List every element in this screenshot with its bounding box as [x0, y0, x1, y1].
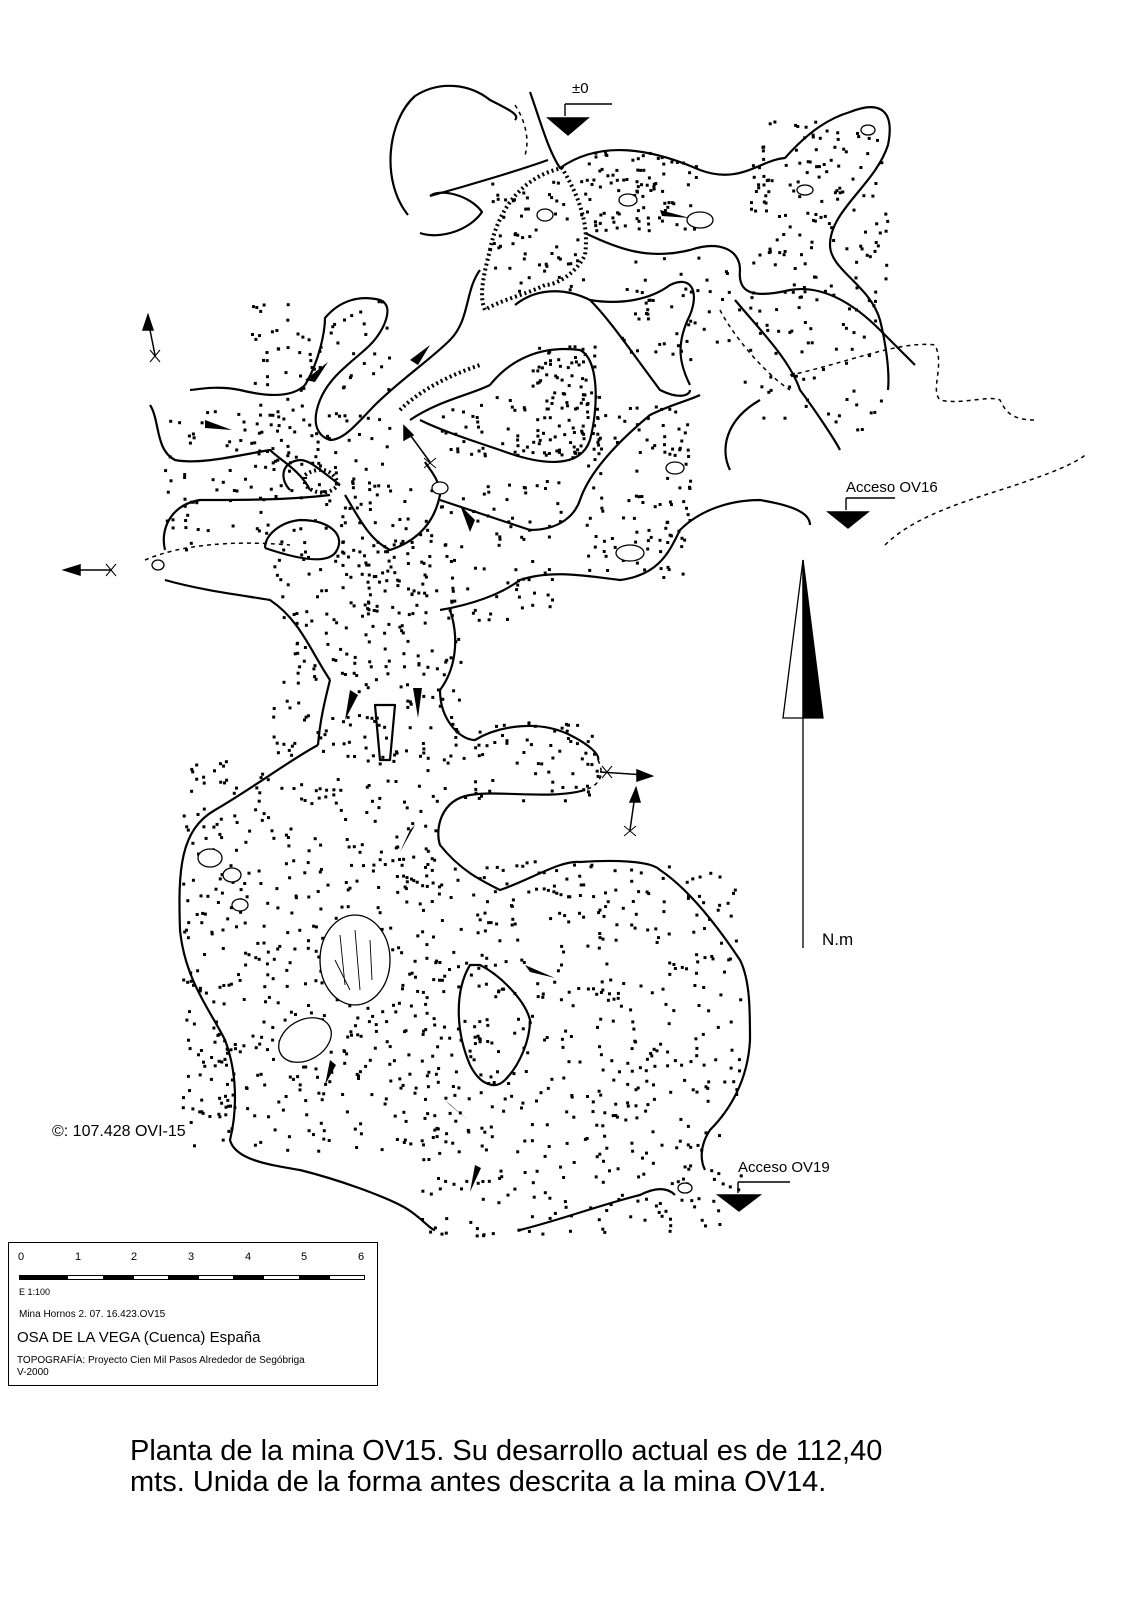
passage-wall	[520, 1189, 675, 1230]
boulder	[320, 915, 390, 1005]
boulder	[861, 125, 875, 135]
passage-wall	[345, 462, 440, 550]
pillar-outline	[375, 705, 395, 760]
version-label: V-2000	[17, 1367, 49, 1378]
boulder	[271, 1009, 339, 1072]
scale-tick: 6	[358, 1251, 365, 1263]
passage-wall	[265, 520, 339, 559]
dashed-boundary	[515, 105, 527, 155]
datum-label: ±0	[572, 80, 589, 97]
access-ov16-label: Acceso OV16	[846, 479, 938, 496]
passage-wall	[420, 349, 596, 462]
dashed-boundary	[885, 455, 1085, 545]
passage-wall	[165, 580, 330, 680]
passage-wall	[410, 385, 490, 420]
passage-wall	[735, 300, 840, 450]
legend-box	[8, 1242, 378, 1386]
boulder	[678, 1183, 692, 1193]
boulder	[619, 194, 637, 206]
passage-wall	[190, 385, 305, 395]
boulder	[432, 482, 448, 494]
dashed-boundary	[145, 543, 290, 560]
passage-wall	[305, 270, 480, 440]
boulder	[687, 212, 713, 228]
slope-arrow	[525, 965, 555, 978]
passage-wall	[440, 395, 700, 530]
boulder	[666, 462, 684, 474]
scale-tick: 2	[131, 1251, 138, 1263]
magnetic-north-label: N.m	[822, 930, 854, 949]
upper-lobe-inner	[420, 193, 482, 236]
passage-wall	[430, 160, 548, 196]
datum-marker	[548, 118, 588, 135]
access-ov19-marker	[718, 1195, 760, 1211]
boulder	[223, 868, 241, 882]
north-arrow	[783, 560, 823, 948]
scale-tick: 1	[75, 1251, 82, 1263]
slope-arrow	[345, 690, 358, 720]
passage-wall	[725, 400, 760, 470]
scale-ratio: E 1:100	[19, 1287, 51, 1297]
scale-bar	[19, 1275, 365, 1280]
boulder	[232, 899, 248, 911]
scale-tick: 5	[301, 1251, 308, 1263]
slope-arrow	[305, 362, 328, 382]
passage-wall	[150, 405, 310, 490]
slope-arrow	[410, 345, 430, 365]
place-name: OSA DE LA VEGA (Cuenca) España	[17, 1329, 261, 1346]
slope-arrow	[413, 688, 422, 718]
topography-credit: TOPOGRAFÍA: Proyecto Cien Mil Pasos Alrededor de Segóbriga	[17, 1355, 305, 1366]
figure-caption: Planta de la mina OV15. Su desarrollo actual es de 112,40 mts. Unida de la forma antes descrita a la mina OV14.	[130, 1435, 883, 1498]
access-ov16-marker	[828, 512, 868, 528]
boulder	[537, 209, 553, 221]
boulder	[198, 849, 222, 867]
pillar-outline	[459, 965, 530, 1085]
scale-tick: 3	[188, 1251, 195, 1263]
slope-arrow	[470, 1165, 481, 1192]
boulder	[616, 545, 644, 561]
boulder	[797, 185, 813, 195]
passage-wall	[179, 745, 435, 1230]
access-ov19-label: Acceso OV19	[738, 1159, 830, 1176]
slope-arrow	[445, 1100, 468, 1120]
boulder	[152, 560, 164, 570]
dashed-boundary	[790, 344, 1035, 420]
mine-reference: Mina Hornos 2. 07. 16.423.OV15	[19, 1309, 166, 1320]
slope-arrow	[205, 420, 232, 430]
passage-wall	[530, 92, 890, 390]
passage-wall	[440, 610, 598, 760]
copyright-label: ©: 107.428 OVI-15	[52, 1123, 186, 1140]
scale-tick: 4	[245, 1251, 252, 1263]
scale-tick: 0	[18, 1251, 25, 1263]
